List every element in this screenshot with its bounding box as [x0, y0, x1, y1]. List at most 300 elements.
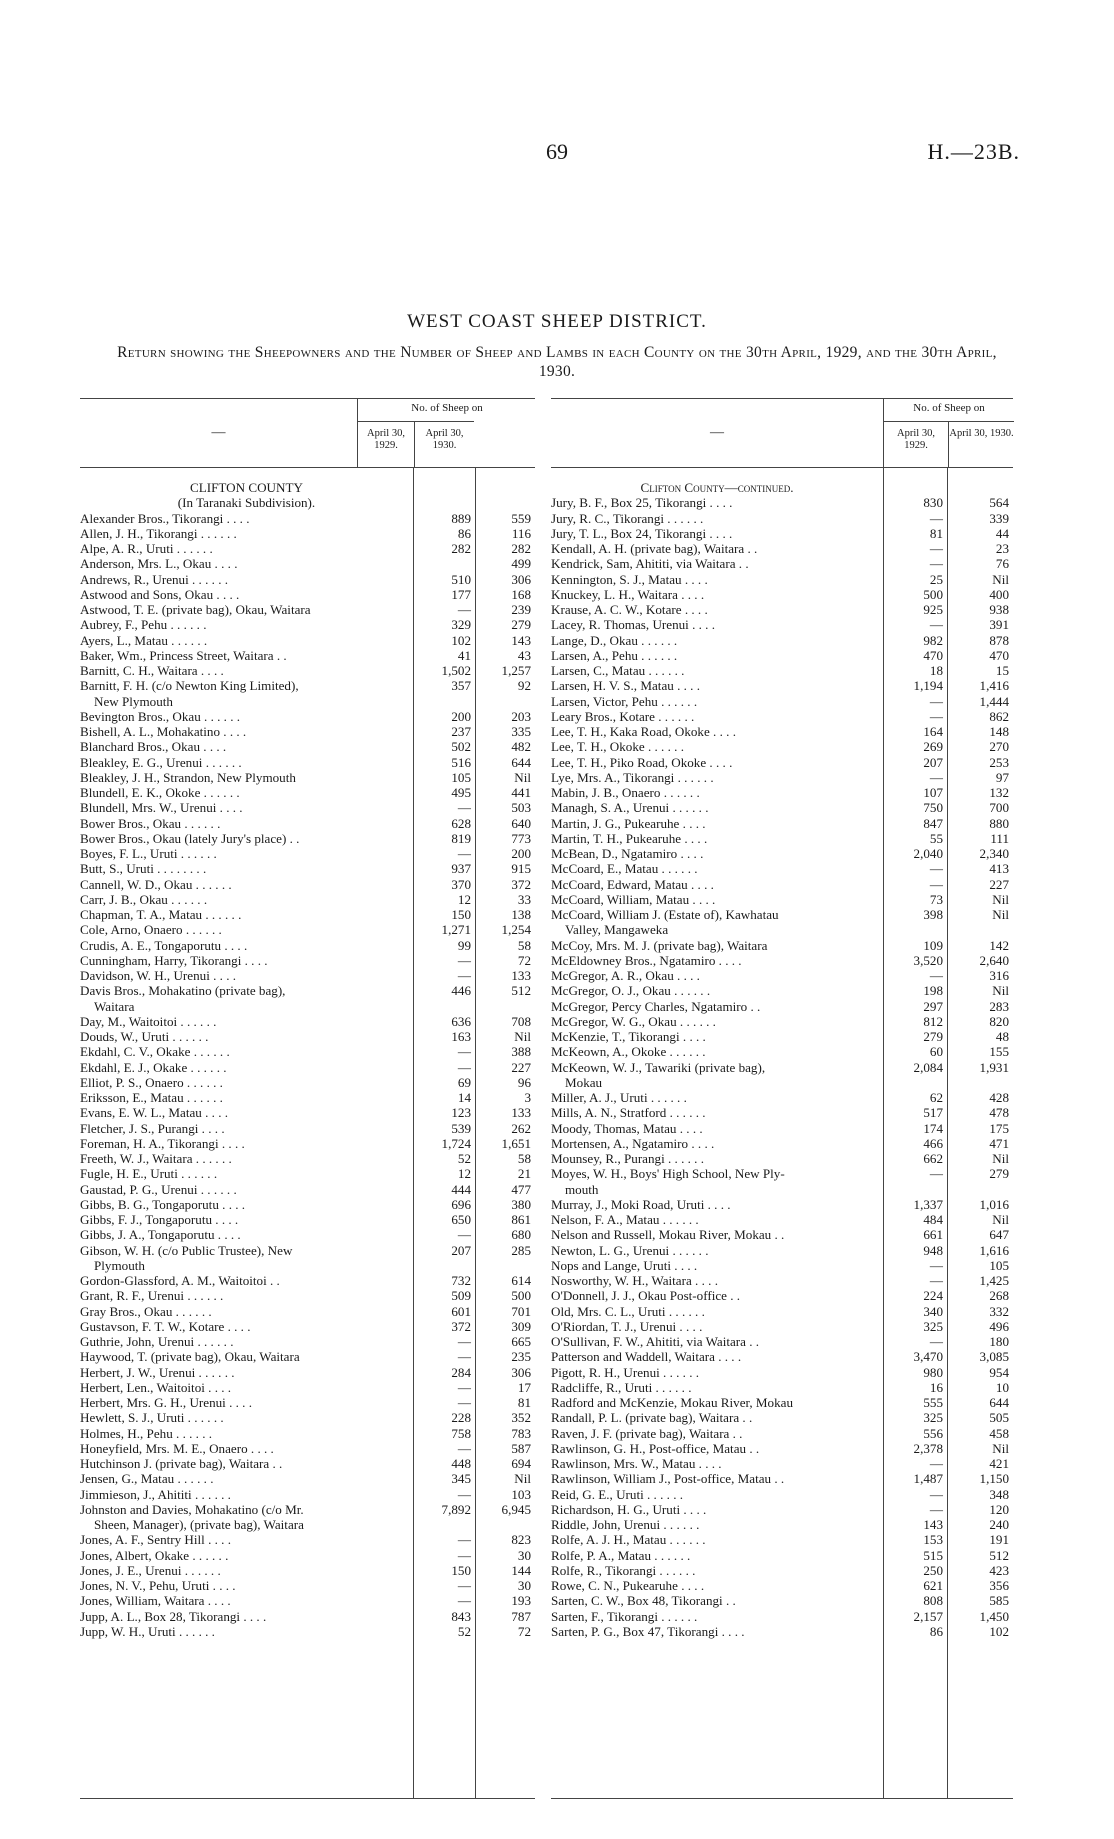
- owner-name: Krause, A. C. W., Kotare . . . .: [551, 602, 708, 617]
- table-row: [80, 999, 535, 1014]
- sheep-1930: 640: [511, 815, 531, 831]
- owner-name: Sarten, F., Tikorangi . . . . . .: [551, 1608, 698, 1624]
- table-row: [551, 1151, 1013, 1166]
- sheep-1929: —: [929, 541, 943, 556]
- sheep-1930: 111: [990, 830, 1009, 846]
- sheep-1930: 915: [511, 861, 531, 877]
- sheep-1929: 500: [923, 586, 943, 602]
- sheep-1930: 76: [995, 556, 1009, 572]
- owner-name: Lange, D., Okau . . . . . .: [551, 632, 678, 648]
- sheep-1929: 650: [451, 1212, 471, 1227]
- owner-name: Lee, T. H., Kaka Road, Okoke . . . .: [551, 724, 736, 739]
- table-row: [80, 1593, 535, 1608]
- sheep-1929: 102: [451, 632, 471, 648]
- owner-name: Rowe, C. N., Pukearuhe . . . .: [551, 1578, 705, 1593]
- table-row: [80, 1349, 535, 1364]
- sheep-1930: 132: [989, 785, 1009, 800]
- table-row: [80, 1212, 535, 1227]
- owner-name: Nosworthy, W. H., Waitara . . . .: [551, 1273, 718, 1288]
- owner-name: Evans, E. W. L., Matau . . . .: [80, 1105, 229, 1121]
- sheep-1929: 370: [451, 876, 471, 892]
- table-row: [551, 556, 1013, 571]
- table-row: [551, 1166, 1013, 1181]
- owner-name: Jury, T. L., Box 24, Tikorangi . . . .: [551, 525, 733, 541]
- sheep-1929: 284: [451, 1364, 471, 1380]
- sheep-1930: 559: [511, 510, 531, 526]
- section-heading: [80, 480, 535, 495]
- sheep-1929: —: [457, 1486, 471, 1502]
- sheep-1930: 644: [511, 754, 531, 770]
- sheep-1930: 58: [517, 1151, 531, 1166]
- sheep-1930: 72: [517, 952, 531, 968]
- table-row: [551, 724, 1013, 739]
- sheep-1929: 444: [451, 1181, 471, 1197]
- owner-name: Astwood, T. E. (private bag), Okau, Waitara: [80, 602, 311, 617]
- sheep-1930: 279: [989, 1166, 1009, 1182]
- owner-name: Leary Bros., Kotare . . . . . .: [551, 708, 695, 724]
- table-row: [551, 1212, 1013, 1227]
- owner-name: Rawlinson, Mrs. W., Matau . . . .: [551, 1456, 722, 1471]
- table-row: [551, 1471, 1013, 1486]
- table-row: [80, 800, 535, 815]
- sheep-1930: 268: [989, 1288, 1009, 1304]
- table-row: [80, 877, 535, 892]
- sheep-1930: 352: [511, 1410, 531, 1426]
- sheep-1929: 1,724: [441, 1135, 471, 1151]
- sheep-1930: 878: [989, 632, 1009, 648]
- sheep-1930: 413: [989, 861, 1009, 877]
- right-table: [551, 398, 1013, 1799]
- sheep-1930: 1,150: [979, 1471, 1009, 1487]
- sheep-1929: [413, 480, 475, 495]
- sheep-1929: 515: [923, 1547, 943, 1563]
- sheep-1930: [489, 694, 549, 709]
- sheep-1929: 937: [451, 861, 471, 877]
- owner-name: Murray, J., Moki Road, Uruti . . . .: [551, 1196, 731, 1212]
- table-row: [551, 1060, 1013, 1075]
- table-row: [551, 800, 1013, 815]
- sheep-1929: 628: [451, 815, 471, 831]
- table-row: [551, 999, 1013, 1014]
- table-row: [80, 1197, 535, 1212]
- owner-name: Ayers, L., Matau . . . . . .: [80, 632, 208, 648]
- sheep-1929: 696: [451, 1196, 471, 1212]
- table-row: [80, 1121, 535, 1136]
- table-row: [80, 816, 535, 831]
- col-1929-header: April 30, 1929.: [884, 421, 948, 467]
- sheep-1929: 502: [451, 739, 471, 755]
- sheep-1930: 72: [517, 1623, 531, 1639]
- table-row: [551, 1456, 1013, 1471]
- sheep-1929: —: [929, 510, 943, 526]
- table-row: [80, 1624, 535, 1639]
- sheep-1930: [961, 1182, 1027, 1197]
- owner-name: Fletcher, J. S., Purangi . . . .: [80, 1120, 225, 1136]
- sheep-1930: 44: [995, 525, 1009, 541]
- sheep-1930: 148: [989, 724, 1009, 739]
- table-row: [551, 785, 1013, 800]
- table-row: [80, 587, 535, 602]
- owner-name: McCoy, Mrs. M. J. (private bag), Waitara: [551, 937, 768, 953]
- table-row: [551, 1227, 1013, 1242]
- sheep-1930: 285: [511, 1242, 531, 1258]
- sheep-1929: —: [929, 617, 943, 633]
- sheep-1930: 30: [517, 1547, 531, 1563]
- sheep-1929: —: [457, 1547, 471, 1563]
- owner-name: Gaustad, P. G., Urenui . . . . . .: [80, 1181, 237, 1197]
- sheep-1930: 262: [511, 1120, 531, 1136]
- owner-name: Mortensen, A., Ngatamiro . . . .: [551, 1135, 715, 1151]
- sheep-1930: 564: [989, 495, 1009, 511]
- owner-name: Anderson, Mrs. L., Okau . . . .: [80, 556, 238, 572]
- owner-name: Kendall, A. H. (private bag), Waitara . .: [551, 541, 758, 556]
- table-row: [551, 1243, 1013, 1258]
- table-row: [551, 1502, 1013, 1517]
- sheep-1930: 48: [995, 1029, 1009, 1044]
- table-row: [551, 1578, 1013, 1593]
- owner-name: Lacey, R. Thomas, Urenui . . . .: [551, 617, 715, 633]
- sheep-1930: 283: [989, 998, 1009, 1014]
- sheep-1929: 2,040: [913, 846, 943, 861]
- sheep-1929: [897, 922, 961, 937]
- sheep-1930: 120: [989, 1501, 1009, 1517]
- owner-name: McKeown, A., Okoke . . . . . .: [551, 1044, 706, 1060]
- sheep-1930: 306: [511, 1364, 531, 1380]
- sheep-1929: —: [457, 1593, 471, 1609]
- owner-name: Nops and Lange, Uruti . . . .: [551, 1257, 698, 1273]
- sheep-1930: 1,257: [501, 663, 531, 678]
- sheep-1929: —: [929, 769, 943, 785]
- owner-name: Astwood and Sons, Okau . . . .: [80, 586, 240, 602]
- sheep-1929: 982: [923, 632, 943, 648]
- owner-name: Chapman, T. A., Matau . . . . . .: [80, 907, 242, 922]
- table-row: [551, 572, 1013, 587]
- owner-name: Jury, B. F., Box 25, Tikorangi . . . .: [551, 495, 733, 511]
- sheep-1929: 105: [451, 769, 471, 785]
- owner-name: Jimmieson, J., Ahititi . . . . . .: [80, 1486, 231, 1502]
- table-row: [80, 1258, 535, 1273]
- table-row: [551, 1273, 1013, 1288]
- owner-name: Richardson, H. G., Uruti . . . .: [551, 1501, 707, 1517]
- table-row: [551, 1380, 1013, 1395]
- sheep-1929: 177: [451, 586, 471, 602]
- sheep-1929: 516: [451, 754, 471, 770]
- sheep-1929: 345: [451, 1471, 471, 1487]
- owner-name: New Plymouth: [94, 693, 173, 709]
- sheep-1930: 175: [989, 1120, 1009, 1136]
- table-row: [551, 1288, 1013, 1303]
- sheep-1930: 391: [989, 617, 1009, 633]
- sheep-1929: —: [929, 1501, 943, 1517]
- table-row: [80, 694, 535, 709]
- row-list: [80, 480, 535, 1639]
- sheep-1929: 484: [923, 1212, 943, 1227]
- sheep-1929: 448: [451, 1456, 471, 1471]
- sheep-1930: 348: [989, 1486, 1009, 1502]
- sheep-1929: 517: [923, 1105, 943, 1121]
- sheep-1929: —: [457, 800, 471, 816]
- sheep-1930: 938: [989, 602, 1009, 617]
- sheep-1930: 421: [989, 1456, 1009, 1471]
- owner-name: O'Donnell, J. J., Okau Post-office . .: [551, 1288, 741, 1304]
- sheep-1929: 153: [923, 1532, 943, 1548]
- sheep-1929: 164: [923, 724, 943, 739]
- table-row: [551, 755, 1013, 770]
- sheep-1929: —: [929, 1257, 943, 1273]
- sheep-1930: 1,444: [979, 693, 1009, 709]
- table-row: [551, 1441, 1013, 1456]
- sheep-1930: 193: [511, 1593, 531, 1609]
- table-row: [551, 1090, 1013, 1105]
- owner-name: Grant, R. F., Urenui . . . . . .: [80, 1288, 224, 1304]
- table-row: [551, 1426, 1013, 1441]
- sheep-1929: [427, 1258, 489, 1273]
- owner-name: Moody, Thomas, Matau . . . .: [551, 1120, 703, 1136]
- sheep-1929: —: [457, 952, 471, 968]
- sheep-1929: —: [457, 968, 471, 983]
- table-row: [80, 663, 535, 678]
- owner-name: Jupp, W. H., Uruti . . . . . .: [80, 1623, 215, 1639]
- page-subtitle: Return showing the Sheepowners and the Number of Sheep and Lambs in each County on the 30th April, 1929, and the 30th April, 1930.: [117, 344, 997, 380]
- owner-name: Sarten, C. W., Box 48, Tikorangi . .: [551, 1593, 736, 1609]
- sheep-1929: [427, 999, 489, 1014]
- sheep-1930: 81: [517, 1395, 531, 1410]
- owner-name: Cunningham, Harry, Tikorangi . . . .: [80, 952, 268, 968]
- owner-name: Kendrick, Sam, Ahititi, via Waitara . .: [551, 556, 749, 572]
- owner-name: McCoard, William, Matau . . . .: [551, 891, 716, 907]
- owner-name: Barnitt, C. H., Waitara . . . .: [80, 663, 224, 678]
- table-row: [80, 1166, 535, 1181]
- table-row: [551, 1395, 1013, 1410]
- owner-name: Radcliffe, R., Uruti . . . . . .: [551, 1379, 692, 1395]
- sheep-1930: 282: [511, 541, 531, 556]
- sheep-1930: 500: [511, 1288, 531, 1304]
- sheep-1929: 282: [451, 541, 471, 556]
- sheep-1930: 279: [511, 617, 531, 633]
- owner-name: Valley, Mangaweka: [565, 922, 669, 938]
- table-row: [551, 1182, 1013, 1197]
- sheep-1930: Nil: [992, 983, 1009, 999]
- sheep-1929: 16: [929, 1379, 943, 1395]
- sheep-1929: [897, 1075, 961, 1090]
- col-1929-header: April 30, 1929.: [358, 421, 414, 467]
- sheep-1929: —: [929, 708, 943, 724]
- owner-name: mouth: [565, 1181, 599, 1197]
- table-row: [80, 861, 535, 876]
- sheep-1929: —: [929, 1486, 943, 1502]
- table-row: [551, 1365, 1013, 1380]
- table-row: [80, 953, 535, 968]
- table-row: [551, 861, 1013, 876]
- sheep-1929: [413, 495, 475, 510]
- owner-name: Jones, A. F., Sentry Hill . . . .: [80, 1532, 231, 1548]
- sheep-1929: 847: [923, 815, 943, 831]
- sheep-1929: 510: [451, 571, 471, 587]
- sheep-1930: 227: [989, 876, 1009, 892]
- owner-name: Gordon-Glassford, A. M., Waitoitoi . .: [80, 1273, 280, 1288]
- sheep-1930: 2,340: [979, 846, 1009, 861]
- table-row: [80, 1456, 535, 1471]
- col-1930-header: April 30, 1930.: [948, 421, 1014, 467]
- sheep-1930: 356: [989, 1578, 1009, 1593]
- sheep-1930: 783: [511, 1425, 531, 1441]
- sheep-1930: [489, 1258, 549, 1273]
- owner-name: McGregor, O. J., Okau . . . . . .: [551, 983, 711, 999]
- table-row: [551, 495, 1013, 510]
- sheep-1929: 446: [451, 983, 471, 999]
- owner-name: Lee, T. H., Piko Road, Okoke . . . .: [551, 754, 733, 770]
- owner-name: Mokau: [565, 1074, 603, 1090]
- owner-name: Rolfe, A. J. H., Matau . . . . . .: [551, 1532, 706, 1548]
- section-heading: [551, 480, 1013, 495]
- page-number: 69: [546, 139, 568, 164]
- owner-name: Douds, W., Uruti . . . . . .: [80, 1029, 209, 1044]
- table-row: [80, 1548, 535, 1563]
- table-row: [80, 1044, 535, 1059]
- table-row: [80, 739, 535, 754]
- owner-name: Moyes, W. H., Boys' High School, New Ply-: [551, 1166, 785, 1182]
- sheep-1929: 86: [929, 1623, 943, 1639]
- table-row: [551, 1197, 1013, 1212]
- sheep-1930: 191: [989, 1532, 1009, 1548]
- sheep-1929: —: [457, 1349, 471, 1365]
- sheep-1930: 823: [511, 1532, 531, 1548]
- owner-name: Blanchard Bros., Okau . . . .: [80, 739, 227, 755]
- sheep-1929: 732: [451, 1273, 471, 1288]
- sheep-1929: 509: [451, 1288, 471, 1304]
- sheep-1930: 30: [517, 1578, 531, 1593]
- table-row: [80, 1441, 535, 1456]
- owner-name: Ekdahl, E. J., Okake . . . . . .: [80, 1059, 227, 1075]
- owner-name: Mabin, J. B., Onaero . . . . . .: [551, 785, 700, 800]
- sheep-1930: 240: [989, 1517, 1009, 1532]
- sheep-1930: 478: [989, 1105, 1009, 1121]
- owner-name: Lee, T. H., Okoke . . . . . .: [551, 739, 684, 755]
- sheep-1930: 1,416: [979, 678, 1009, 694]
- sheep-1929: 556: [923, 1425, 943, 1441]
- sheep-1929: 398: [923, 907, 943, 922]
- sheep-1930: [489, 999, 549, 1014]
- sheep-1929: 123: [451, 1105, 471, 1121]
- owner-name: McEldowney Bros., Ngatamiro . . . .: [551, 952, 742, 968]
- owner-name: Nelson and Russell, Mokau River, Mokau . .: [551, 1227, 785, 1243]
- table-row: [551, 587, 1013, 602]
- sheep-1930: 585: [989, 1593, 1009, 1609]
- sheep-1930: 339: [989, 510, 1009, 526]
- table-row: [80, 1365, 535, 1380]
- sheep-1929: [413, 556, 475, 571]
- sheep-1929: 357: [451, 678, 471, 694]
- owner-name: Larsen, C., Matau . . . . . .: [551, 663, 685, 678]
- owner-name: Reid, G. E., Uruti . . . . . .: [551, 1486, 684, 1502]
- sheep-1929: —: [457, 1334, 471, 1349]
- sheep-1930: 235: [511, 1349, 531, 1365]
- sheep-1930: 587: [511, 1440, 531, 1456]
- table-row: [80, 1532, 535, 1547]
- sheep-1929: 250: [923, 1562, 943, 1578]
- sheep-1929: 25: [929, 571, 943, 587]
- owner-name: Bleakley, E. G., Urenui . . . . . .: [80, 754, 242, 770]
- sheep-1929: [883, 480, 947, 495]
- sheep-1929: —: [457, 1059, 471, 1075]
- sheep-1929: 12: [457, 891, 471, 907]
- sheep-1929: —: [929, 876, 943, 892]
- sheep-1929: 224: [923, 1288, 943, 1304]
- table-row: [551, 1517, 1013, 1532]
- sheep-1930: [475, 480, 535, 495]
- table-row: [551, 511, 1013, 526]
- sheep-1930: 155: [989, 1044, 1009, 1060]
- sheep-1930: 103: [511, 1486, 531, 1502]
- sheep-1929: 830: [923, 495, 943, 511]
- table-row: [551, 1105, 1013, 1120]
- sheep-1929: 174: [923, 1120, 943, 1136]
- sheep-1930: 1,616: [979, 1242, 1009, 1258]
- sheep-1929: 758: [451, 1425, 471, 1441]
- sheep-1930: 388: [511, 1044, 531, 1060]
- owner-name: Gibbs, B. G., Tongaporutu . . . .: [80, 1196, 246, 1212]
- sheep-1929: —: [457, 1578, 471, 1593]
- sheep-1929: 636: [451, 1013, 471, 1029]
- sheep-1930: 143: [511, 632, 531, 648]
- owner-name: Herbert, Mrs. G. H., Urenui . . . .: [80, 1395, 253, 1410]
- name-column-header: —: [211, 425, 226, 440]
- sheep-1929: —: [929, 1166, 943, 1182]
- sheep-1929: 7,892: [441, 1501, 471, 1517]
- sheep-1929: 55: [929, 830, 943, 846]
- sheep-1929: 198: [923, 983, 943, 999]
- table-row: [80, 648, 535, 663]
- sheep-1930: 102: [989, 1623, 1009, 1639]
- sheep-1929: [897, 1182, 961, 1197]
- table-row: [551, 526, 1013, 541]
- owner-name: Blundell, Mrs. W., Urenui . . . .: [80, 800, 243, 816]
- table-row: [80, 602, 535, 617]
- owner-name: Sheen, Manager), (private bag), Waitara: [94, 1517, 304, 1532]
- sheep-1930: Nil: [992, 1151, 1009, 1166]
- sheep-1929: —: [457, 1379, 471, 1395]
- sheep-1930: 6,945: [501, 1501, 531, 1517]
- sheep-1930: 441: [511, 785, 531, 800]
- sheep-1930: 332: [989, 1303, 1009, 1319]
- section-heading-text: Clifton County—continued.: [640, 480, 794, 495]
- sheep-count-group-header: [883, 399, 1014, 467]
- table-row: [551, 1029, 1013, 1044]
- table-row: [551, 602, 1013, 617]
- sheep-1930: 105: [989, 1257, 1009, 1273]
- owner-name: Plymouth: [94, 1257, 145, 1273]
- sheep-1930: 227: [511, 1059, 531, 1075]
- sheep-1930: 471: [989, 1135, 1009, 1151]
- sheep-1930: 309: [511, 1318, 531, 1334]
- owner-name: O'Sullivan, F. W., Ahititi, via Waitara . .: [551, 1334, 760, 1349]
- owner-name: Cannell, W. D., Okau . . . . . .: [80, 876, 232, 892]
- owner-name: Knuckey, L. H., Waitara . . . .: [551, 586, 705, 602]
- table-row: [80, 983, 535, 998]
- sheep-1929: 2,157: [913, 1608, 943, 1624]
- table-row: [80, 1151, 535, 1166]
- table-row: [80, 1182, 535, 1197]
- sheep-1929: 81: [929, 525, 943, 541]
- owner-name: Butt, S., Uruti . . . . . . . .: [80, 861, 207, 877]
- table-row: [551, 1075, 1013, 1090]
- sheep-1930: 144: [511, 1562, 531, 1578]
- table-row: [80, 1380, 535, 1395]
- table-row: [80, 541, 535, 556]
- sheep-1929: 163: [451, 1029, 471, 1044]
- owner-name: Rawlinson, G. H., Post-office, Matau . .: [551, 1440, 760, 1456]
- owner-name: Gibbs, F. J., Tongaporutu . . . .: [80, 1212, 239, 1227]
